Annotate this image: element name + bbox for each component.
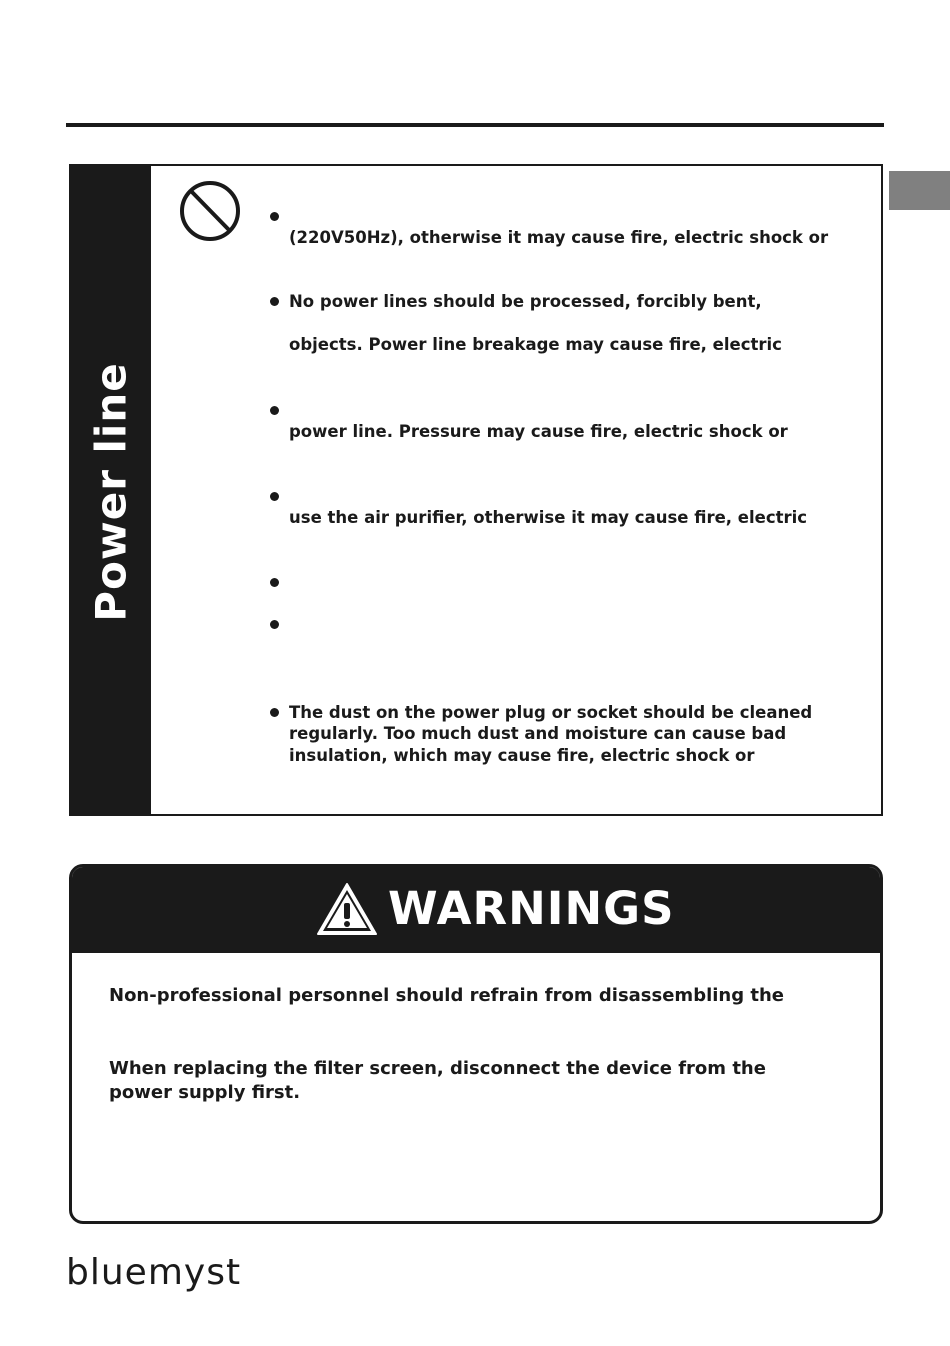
- bullet-dot: [270, 212, 279, 221]
- side-tab-marker: [889, 171, 950, 210]
- top-rule: [66, 123, 884, 127]
- bullet-line: power line. Pressure may cause fire, electric shock or: [289, 422, 788, 441]
- bullet-line: (220V50Hz), otherwise it may cause fire, electric shock or: [289, 228, 829, 247]
- bullet-dot: [270, 297, 279, 306]
- section-side-band: [71, 166, 151, 814]
- bullet-dot: [270, 708, 279, 717]
- warning-text-line: power supply first.: [109, 1082, 301, 1103]
- prohibition-icon: [179, 180, 241, 242]
- bullet-line: The dust on the power plug or socket should be cleaned: [289, 703, 813, 722]
- brand-logo: bluemyst: [66, 1252, 242, 1293]
- bullet-dot: [270, 578, 279, 587]
- warning-text-line: When replacing the filter screen, disconnect the device from the: [109, 1058, 766, 1079]
- bullet-line: No power lines should be processed, forcibly bent,: [289, 292, 762, 311]
- bullet-dot: [270, 620, 279, 629]
- section-title: Power line: [86, 362, 136, 622]
- bullet-line: objects. Power line breakage may cause fire, electric: [289, 335, 782, 354]
- warning-text-line: Non-professional personnel should refrain from disassembling the: [109, 985, 785, 1006]
- bullet-dot: [270, 406, 279, 415]
- bullet-dot: [270, 492, 279, 501]
- bullet-line: regularly. Too much dust and moisture can cause bad: [289, 724, 787, 743]
- warning-triangle-icon: [315, 881, 379, 937]
- warnings-box: [69, 864, 883, 1224]
- bullet-line: use the air purifier, otherwise it may cause fire, electric: [289, 508, 808, 527]
- warnings-header: [72, 867, 880, 953]
- bullet-line: insulation, which may cause fire, electric shock or: [289, 746, 755, 765]
- power-line-section: [69, 164, 883, 816]
- warnings-title: WARNINGS: [388, 882, 675, 935]
